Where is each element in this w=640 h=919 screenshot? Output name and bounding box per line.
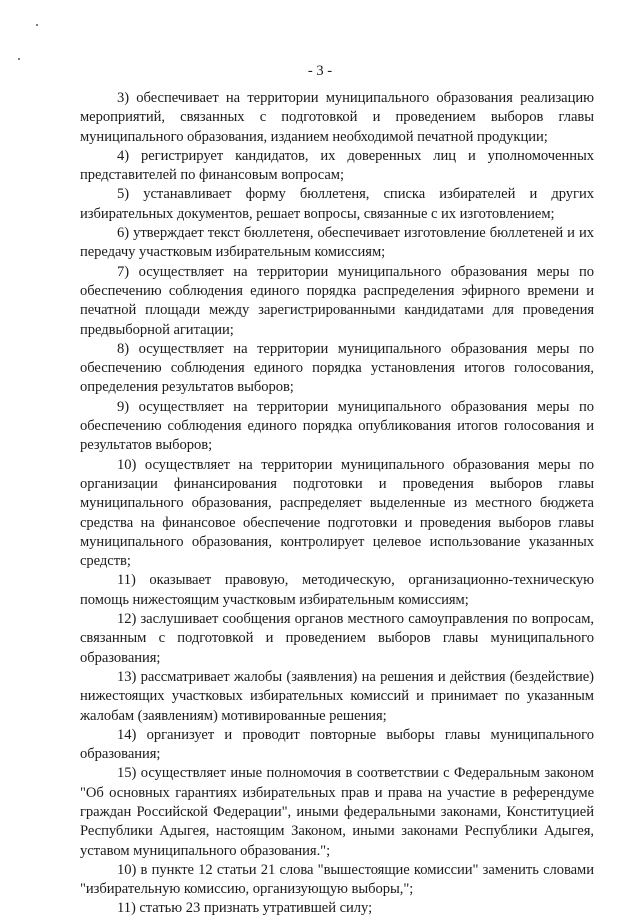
paragraph-item-6: 6) утверждает текст бюллетеня, обеспечивает изготовление бюллетеней и их передачу участковым избирательным комиссиям; bbox=[80, 225, 594, 261]
paragraph-item-12: 12) заслушивает сообщения органов местного самоуправления по вопросам, связанным с подготовкой и проведением выборов главы муниципального образования; bbox=[80, 611, 594, 666]
scan-speck-2 bbox=[18, 58, 20, 60]
paragraph-item-5: 5) устанавливает форму бюллетеня, списка избирателей и других избирательных документов, решает вопросы, связанные с их изготовлением; bbox=[80, 186, 594, 222]
paragraph-item-8: 8) осуществляет на территории муниципального образования меры по обеспечению соблюдения единого порядка установления итогов голосования, определения результатов выборов; bbox=[80, 340, 594, 396]
paragraph-item-13: 13) рассматривает жалобы (заявления) на решения и действия (бездействие) нижестоящих участковых избирательных комиссий и принимает по указанным жалобам (заявлениям) мотивированные решения; bbox=[80, 668, 594, 724]
paragraph-item-11: 11) оказывает правовую, методическую, организационно-техническую помощь нижестоящим участковым избирательным комиссиям; bbox=[80, 572, 594, 608]
paragraph-item-4: 4) регистрирует кандидатов, их доверенных лиц и уполномоченных представителей по финансовым вопросам; bbox=[80, 147, 594, 184]
paragraph-amendment-11: 11) статью 23 признать утратившей силу; bbox=[117, 900, 373, 917]
paragraph-item-3: 3) обеспечивает на территории муниципального образования реализацию мероприятий, связанных с подготовкой и проведением выборов главы муниципального образования, изданием необходимой печатной продукции; bbox=[80, 90, 594, 145]
paragraph-item-7: 7) осуществляет на территории муниципального образования меры по обеспечению соблюдения единого порядка распределения эфирного времени и печатной площади между зарегистрированными кандидатами для проведения предвыборной агитации; bbox=[80, 263, 594, 338]
paragraph-item-15: 15) осуществляет иные полномочия в соответствии с Федеральным законом "Об основных гарантиях избирательных прав и права на участие в референдуме граждан Российской Федерации", иными федеральными законами, Конституцией Республики Адыгея, настоящим Законом, иными законами Республики Адыгея, уставом муниципального образования."; bbox=[80, 765, 594, 859]
scan-speck-1 bbox=[36, 24, 38, 26]
paragraph-item-9: 9) осуществляет на территории муниципального образования меры по обеспечению соблюдения единого порядка опубликования итогов голосования и результатов выборов; bbox=[80, 398, 594, 454]
paragraph-amendment-10: 10) в пункте 12 статьи 21 слова "вышестоящие комиссии" заменить словами "избирательную комиссию, организующую выборы,"; bbox=[80, 861, 594, 898]
document-body bbox=[80, 89, 594, 919]
paragraph-item-10: 10) осуществляет на территории муниципального образования меры по организации финансирования подготовки и проведения выборов главы муниципального образования, распределяет выделенные из местного бюджета средства на финансовое обеспечение подготовки и проведения выборов главы муниципального образования, контролирует целевое использование указанных средств; bbox=[80, 456, 594, 570]
paragraph-item-14: 14) организует и проводит повторные выборы главы муниципального образования; bbox=[80, 726, 594, 763]
page-number: - 3 - bbox=[307, 63, 333, 79]
